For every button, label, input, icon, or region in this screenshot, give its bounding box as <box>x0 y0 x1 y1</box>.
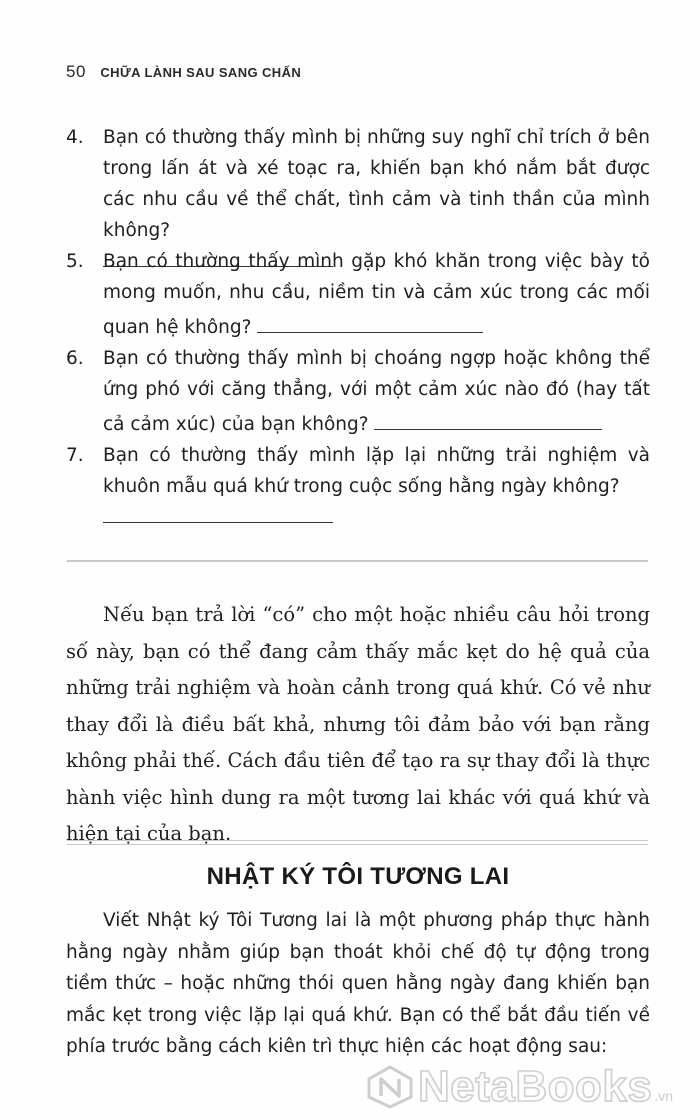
question-number: 4. <box>66 127 84 148</box>
section-divider <box>67 560 648 562</box>
question-item <box>66 440 650 523</box>
question-number: 6. <box>66 348 84 369</box>
page-number: 50 <box>66 62 86 81</box>
question-text: Bạn có thường thấy mình lặp lại những trải nghiệm và khuôn mẫu quá khứ trong cuộc sống hằng ngày không? <box>103 445 650 497</box>
section-body: Viết Nhật ký Tôi Tương lai là một phương pháp thực hành hằng ngày nhằm giúp bạn thoát khỏi chế độ tự động trong tiềm thức – hoặc những thói quen hằng ngày đang khiến bạn mắc kẹt trong việc lặp lại quá khứ. Bạn có thể bắt đầu tiến về phía trước bằng cách kiên trì thực hiện các hoạt động sau: <box>66 910 650 1057</box>
question-text: Bạn có thường thấy mình gặp khó khăn trong việc bày tỏ mong muốn, nhu cầu, niềm tin và cảm xúc trong các mối quan hệ không? <box>103 251 650 338</box>
question-text: Bạn có thường thấy mình bị những suy nghĩ chỉ trích ở bên trong lấn át và xé toạc ra, khiến bạn khó nắm bắt được các nhu cầu về thể chất, tình cảm và tinh thần của mình không? <box>103 127 650 241</box>
page-header <box>66 62 301 82</box>
running-title: CHỮA LÀNH SAU SANG CHẤN <box>100 65 302 80</box>
watermark-text: NetaBooks <box>418 1062 653 1111</box>
question-text: Bạn có thường thấy mình bị choáng ngợp hoặc không thể ứng phó với căng thẳng, với một cảm xúc nào đó (hay tất cả cảm xúc) của bạn không? <box>103 348 650 435</box>
section-divider-double <box>67 840 648 845</box>
answer-blank <box>103 502 333 523</box>
watermark <box>366 1062 673 1112</box>
question-item <box>66 343 650 440</box>
conclusion-paragraph: Nếu bạn trả lời “có” cho một hoặc nhiều câu hỏi trong số này, bạn có thể đang cảm thấy mắc kẹt do hệ quả của những trải nghiệm và hoàn cảnh trong quá khứ. Có vẻ như thay đổi là điều bất khả, nhưng tôi đảm bảo với bạn rằng không phải thế. Cách đầu tiên để tạo ra sự thay đổi là thực hành việc hình dung ra một tương lai khác với quá khứ và hiện tại của bạn. <box>66 603 650 845</box>
question-number: 5. <box>66 251 84 272</box>
watermark-suffix: .vn <box>654 1088 674 1104</box>
answer-blank <box>374 405 602 430</box>
question-number: 7. <box>66 445 84 466</box>
section-title: NHẬT KÝ TÔI TƯƠNG LAI <box>206 863 510 890</box>
answer-blank <box>257 308 483 333</box>
question-item <box>66 246 650 343</box>
netabooks-logo-icon <box>366 1065 414 1109</box>
